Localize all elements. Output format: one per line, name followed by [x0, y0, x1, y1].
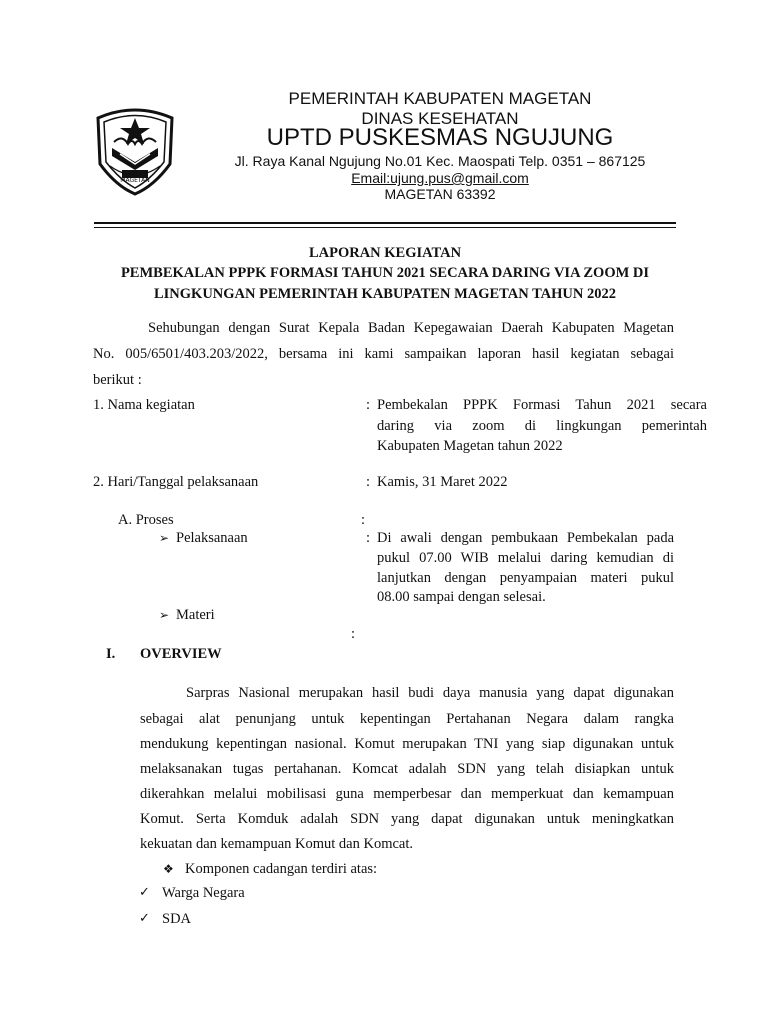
- letterhead-divider-thin: [94, 227, 676, 228]
- report-subtitle-line1: PEMBEKALAN PPPK FORMASI TAHUN 2021 SECARA DARING VIA ZOOM DI: [120, 265, 650, 281]
- letterhead-government: PEMERINTAH KABUPATEN MAGETAN: [288, 89, 592, 108]
- letterhead-divider-thick: [94, 222, 676, 224]
- pelaksanaan-value: pukul 07.00 WIB melalui daring kemudian di: [377, 550, 674, 566]
- overview-paragraph-line: mendukung kepentingan nasional. Komut merupakan TNI yang siap digunakan untuk: [140, 736, 674, 752]
- item-nama-kegiatan-label: 1. Nama kegiatan: [93, 397, 195, 413]
- proses-label: A. Proses: [118, 512, 174, 528]
- overview-paragraph-line: melaksanakan tugas pertahanan. Komcat adalah SDN yang telah disiapkan untuk: [140, 761, 674, 777]
- letterhead-address: Jl. Raya Kanal Ngujung No.01 Kec. Maospati Telp. 0351 – 867125: [234, 153, 646, 169]
- section-number: I.: [106, 646, 116, 662]
- item-colon: :: [351, 626, 356, 642]
- overview-paragraph-line: sebagai alat penunjang untuk kepentingan Pertahanan Negara dalam rangka: [140, 711, 674, 727]
- letterhead-city: MAGETAN 63392: [384, 186, 496, 202]
- letterhead-department: DINAS KESEHATAN: [361, 109, 519, 128]
- intro-line: berikut :: [93, 372, 142, 388]
- check-item-sda: SDA: [162, 911, 192, 927]
- item-colon: :: [366, 530, 371, 546]
- overview-paragraph-line: Sarpras Nasional merupakan hasil budi daya manusia yang dapat digunakan: [186, 685, 674, 701]
- item-colon: :: [361, 512, 366, 528]
- intro-line: No. 005/6501/403.203/2022, bersama ini kami sampaikan laporan hasil kegiatan sebagai: [93, 346, 674, 362]
- report-title: LAPORAN KEGIATAN: [308, 245, 462, 261]
- logo-lettering: MAGETAN: [120, 177, 150, 184]
- letterhead-email-link[interactable]: Email:ujung.pus@gmail.com: [351, 170, 529, 186]
- komponen-text: Komponen cadangan terdiri atas:: [185, 861, 378, 877]
- pelaksanaan-label: Pelaksanaan: [176, 530, 248, 546]
- pelaksanaan-value: 08.00 sampai dengan selesai.: [377, 589, 546, 605]
- item-nama-kegiatan-value: Kabupaten Magetan tahun 2022: [377, 438, 563, 454]
- four-diamond-bullet-icon: ❖: [163, 862, 174, 876]
- item-tanggal-label: 2. Hari/Tanggal pelaksanaan: [93, 474, 259, 490]
- pelaksanaan-value: Di awali dengan pembukaan Pembekalan pada: [377, 530, 674, 546]
- magetan-emblem-logo: [92, 104, 178, 196]
- item-nama-kegiatan-value: Pembekalan PPPK Formasi Tahun 2021 secara: [377, 397, 707, 413]
- item-colon: :: [366, 397, 371, 413]
- intro-line: Sehubungan dengan Surat Kepala Badan Kepegawaian Daerah Kabupaten Magetan: [148, 320, 674, 336]
- overview-paragraph-line: dikerahkan melalui mobilisasi guna memperbesar dan memperkuat dan kemampuan: [140, 786, 674, 802]
- item-nama-kegiatan-value: daring via zoom di lingkungan pemerintah: [377, 418, 707, 434]
- check-item-warga-negara: Warga Negara: [162, 885, 245, 901]
- section-heading: OVERVIEW: [140, 646, 222, 662]
- report-subtitle-line2: LINGKUNGAN PEMERINTAH KABUPATEN MAGETAN TAHUN 2022: [153, 286, 616, 302]
- pelaksanaan-value: lanjutkan dengan penyampaian materi pukul: [377, 570, 674, 586]
- checkmark-bullet-icon: ✓: [139, 885, 150, 900]
- letterhead-institution: UPTD PUSKESMAS NGUJUNG: [266, 124, 614, 151]
- item-tanggal-value: Kamis, 31 Maret 2022: [377, 474, 508, 490]
- overview-paragraph-line: Komut. Serta Komduk adalah SDN yang dapat digunakan untuk meningkatkan: [140, 811, 674, 827]
- item-colon: :: [366, 474, 371, 490]
- arrowhead-bullet-icon: ➢: [159, 531, 170, 545]
- arrowhead-bullet-icon: ➢: [159, 608, 170, 622]
- checkmark-bullet-icon: ✓: [139, 911, 150, 926]
- overview-paragraph-line: kekuatan dan kemampuan Komut dan Komcat.: [140, 836, 414, 852]
- materi-label: Materi: [176, 607, 215, 623]
